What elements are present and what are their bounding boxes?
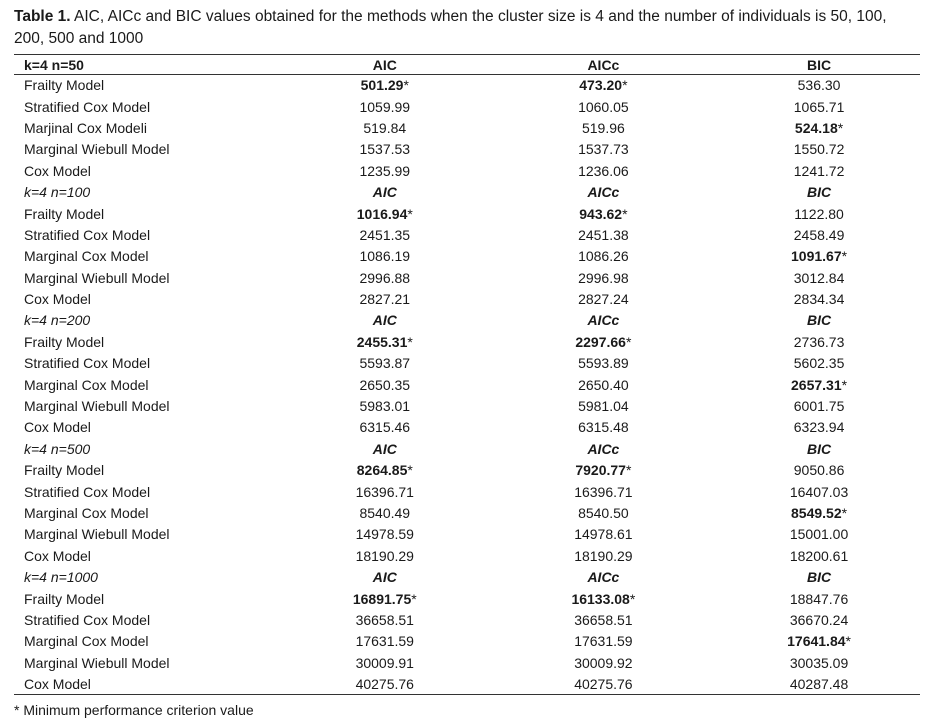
value-cell: [718, 631, 920, 652]
value-cell: [281, 652, 489, 673]
value-text: 3012.84: [793, 269, 845, 286]
table-row: [14, 374, 920, 395]
model-name-cell: Cox Model: [24, 547, 91, 564]
value-cell: [718, 588, 920, 609]
value-text: 1091.67: [791, 248, 842, 265]
header-cell-aic: AIC: [281, 55, 489, 75]
value-text: 1016.94: [356, 205, 408, 222]
table-row: [14, 460, 920, 481]
group-column-label: BIC: [806, 569, 832, 586]
value-text: 17641.84: [787, 633, 846, 650]
value-cell: [281, 545, 489, 566]
model-name-cell: Cox Model: [14, 673, 281, 694]
value-text: 17631.59: [574, 633, 633, 650]
value-cell: [489, 673, 718, 694]
model-name-cell: Frailty Model: [24, 333, 105, 350]
value-text: 16133.08: [571, 590, 630, 607]
model-name-cell: Marginal Cox Model: [24, 633, 149, 650]
value-cell: [718, 224, 920, 245]
value-cell: [489, 160, 718, 181]
value-text: 6315.46: [359, 419, 411, 436]
group-header-row: [14, 181, 920, 202]
table-caption-label: Table 1.: [14, 8, 71, 25]
value-text: 18190.29: [355, 547, 414, 564]
model-name-cell: Frailty Model: [24, 462, 105, 479]
table-row: [14, 524, 920, 545]
group-label: k=4 n=1000: [24, 569, 98, 586]
min-criterion-asterisk: *: [625, 333, 632, 350]
value-text: 15001.00: [789, 526, 849, 543]
table-body: [14, 75, 920, 695]
value-cell: [489, 395, 718, 416]
min-criterion-asterisk: *: [622, 77, 628, 94]
table-row: [14, 673, 920, 694]
model-name-cell: Marginal Cox Model: [24, 505, 149, 521]
value-cell: [489, 267, 718, 288]
value-cell: [281, 481, 489, 502]
table-row: [14, 481, 920, 502]
value-cell: [718, 139, 920, 160]
value-text: 5983.01: [359, 398, 411, 415]
group-column-label: AICc: [587, 312, 620, 329]
min-criterion-asterisk: *: [403, 77, 409, 94]
value-cell: [281, 246, 489, 267]
value-text: 2458.49: [793, 226, 845, 243]
min-criterion-asterisk: *: [837, 119, 844, 136]
results-table: [14, 54, 920, 695]
table-caption-text: AIC, AICc and BIC values obtained for the methods when the cluster size is 4 and the number of individuals is 50, 100, 200, 500 and 1000: [14, 8, 887, 47]
value-cell: [489, 203, 718, 224]
value-text: 1235.99: [359, 162, 411, 179]
table-row: [14, 417, 920, 438]
value-cell: [718, 353, 920, 374]
value-text: 2827.24: [578, 291, 629, 308]
min-criterion-asterisk: *: [407, 333, 413, 350]
min-criterion-asterisk: *: [411, 590, 417, 607]
table-header-row: [14, 55, 920, 75]
value-cell: [718, 160, 920, 181]
value-text: 2451.35: [359, 226, 411, 243]
value-cell: [489, 353, 718, 374]
model-name-cell: Marginal Wiebull Model: [24, 398, 170, 415]
model-name-cell: Marjinal Cox Modeli: [24, 119, 147, 136]
value-cell: [489, 75, 718, 96]
footnote: * Minimum performance criterion value: [14, 702, 254, 718]
value-cell: [281, 460, 489, 481]
value-text: 30009.92: [574, 654, 633, 671]
value-text: 40287.48: [789, 675, 849, 692]
header-cell-setting: k=4 n=50: [14, 55, 281, 75]
min-criterion-asterisk: *: [841, 376, 848, 393]
model-name-cell: Stratified Cox Model: [24, 355, 151, 372]
model-name-cell: Marginal Cox Model: [24, 376, 149, 393]
table-row: [14, 117, 920, 138]
value-text: 2297.66: [575, 333, 626, 350]
group-label: k=4 n=500: [24, 440, 91, 457]
table-row: [14, 246, 920, 267]
value-cell: [718, 246, 920, 267]
value-cell: [489, 224, 718, 245]
table-row: [14, 267, 920, 288]
value-cell: [281, 524, 489, 545]
value-cell: [718, 673, 920, 694]
model-name-cell: Cox Model: [24, 162, 91, 179]
value-cell: [281, 203, 489, 224]
value-cell: [718, 460, 920, 481]
value-cell: [281, 588, 489, 609]
value-cell: [489, 609, 718, 630]
value-cell: [489, 652, 718, 673]
group-label: k=4 n=100: [24, 184, 91, 201]
header-cell-bic: BIC: [718, 55, 920, 75]
value-cell: [718, 481, 920, 502]
value-cell: [281, 353, 489, 374]
value-cell: [718, 288, 920, 309]
model-name-cell: Stratified Cox Model: [24, 611, 151, 628]
group-header-row: [14, 310, 920, 331]
value-text: 1241.72: [793, 162, 845, 179]
model-name-cell: Marginal Wiebull Model: [24, 269, 170, 286]
value-text: 1537.53: [359, 141, 411, 158]
group-column-label: AIC: [372, 440, 397, 457]
value-cell: [489, 588, 718, 609]
table-row: [14, 588, 920, 609]
table-row: [14, 160, 920, 181]
value-text: 501.29: [360, 77, 404, 94]
value-text: 1550.72: [793, 141, 845, 158]
min-criterion-asterisk: *: [845, 633, 851, 650]
group-column-label: BIC: [806, 184, 832, 201]
value-cell: [718, 117, 920, 138]
value-cell: [489, 631, 718, 652]
min-criterion-asterisk: *: [841, 248, 848, 265]
min-criterion-asterisk: *: [841, 505, 848, 521]
value-cell: [718, 374, 920, 395]
value-text: 1086.19: [359, 248, 411, 265]
value-cell: [718, 395, 920, 416]
group-column-label: BIC: [806, 312, 832, 329]
group-column-label: AICc: [587, 440, 620, 457]
value-text: 2996.88: [359, 269, 411, 286]
value-cell: [718, 545, 920, 566]
value-text: 2657.31: [791, 376, 842, 393]
table-row: [14, 288, 920, 309]
model-name-cell: Cox Model: [24, 291, 91, 308]
min-criterion-asterisk: *: [625, 462, 632, 479]
table-row: [14, 224, 920, 245]
value-text: 943.62: [579, 205, 623, 222]
group-column-label: AICc: [587, 569, 620, 586]
value-cell: [718, 609, 920, 630]
value-text: 1059.99: [359, 98, 411, 115]
value-cell: [489, 117, 718, 138]
table-row: [14, 652, 920, 673]
value-cell: [281, 374, 489, 395]
model-name-cell: Frailty Model: [24, 77, 105, 94]
value-text: 18847.76: [789, 590, 849, 607]
header-cell-aicc: AICc: [489, 55, 718, 75]
value-text: 2834.34: [793, 291, 845, 308]
group-header-row: [14, 566, 920, 587]
table-row: [14, 395, 920, 416]
value-cell: [281, 267, 489, 288]
value-text: 536.30: [797, 77, 841, 94]
value-text: 6001.75: [793, 398, 845, 415]
value-cell: [281, 631, 489, 652]
value-cell: [489, 524, 718, 545]
value-text: 14978.61: [574, 526, 633, 543]
value-cell: [281, 96, 489, 117]
value-cell: [281, 117, 489, 138]
group-column-label: AICc: [587, 184, 620, 201]
value-text: 1122.80: [794, 205, 844, 222]
value-text: 2827.21: [359, 291, 411, 308]
min-criterion-asterisk: *: [629, 590, 636, 607]
table-row: [14, 631, 920, 652]
value-cell: [489, 374, 718, 395]
value-text: 2650.40: [578, 376, 629, 393]
value-text: 8549.52: [791, 505, 842, 521]
value-text: 5593.89: [578, 355, 629, 372]
model-name-cell: Frailty Model: [24, 205, 105, 222]
group-column-label: AIC: [372, 184, 397, 201]
value-text: 1060.05: [578, 98, 629, 115]
value-text: 5981.04: [578, 398, 629, 415]
group-label: k=4 n=200: [24, 312, 91, 329]
value-text: 7920.77: [575, 462, 626, 479]
value-text: 524.18: [794, 119, 838, 136]
value-cell: [489, 246, 718, 267]
table-row: [14, 353, 920, 374]
value-text: 519.84: [363, 119, 407, 136]
value-text: 1065.71: [793, 98, 845, 115]
value-text: 18200.61: [789, 547, 849, 564]
value-text: 2996.98: [578, 269, 629, 286]
value-cell: [718, 502, 920, 523]
value-cell: [281, 288, 489, 309]
table-row: [14, 96, 920, 117]
table-row: [14, 502, 920, 523]
table-row: [14, 545, 920, 566]
model-name-cell: Marginal Wiebull Model: [24, 526, 170, 543]
value-text: 1236.06: [578, 162, 629, 179]
group-column-label: BIC: [806, 440, 832, 457]
min-criterion-asterisk: *: [407, 462, 413, 479]
value-text: 2451.38: [578, 226, 629, 243]
value-text: 2455.31: [356, 333, 408, 350]
value-cell: [718, 75, 920, 96]
value-text: 36670.24: [789, 611, 849, 628]
model-name-cell: Stratified Cox Model: [24, 98, 151, 115]
value-cell: [489, 502, 718, 523]
group-column-label: AIC: [372, 312, 397, 329]
value-text: 6323.94: [793, 419, 845, 436]
value-text: 5593.87: [359, 355, 411, 372]
value-cell: [281, 331, 489, 352]
table-row: [14, 203, 920, 224]
value-cell: [718, 96, 920, 117]
value-cell: [281, 502, 489, 523]
value-cell: [489, 139, 718, 160]
value-cell: [281, 160, 489, 181]
value-text: 16407.03: [789, 483, 849, 500]
value-text: 8540.49: [359, 505, 411, 521]
value-text: 30035.09: [789, 654, 849, 671]
value-cell: [718, 203, 920, 224]
value-cell: [489, 460, 718, 481]
value-cell: [281, 224, 489, 245]
value-cell: [281, 673, 489, 694]
value-cell: [718, 652, 920, 673]
value-text: 40275.76: [574, 675, 633, 692]
model-name-cell: Stratified Cox Model: [24, 226, 151, 243]
value-cell: [489, 288, 718, 309]
value-cell: [489, 545, 718, 566]
value-cell: [281, 417, 489, 438]
min-criterion-asterisk: *: [407, 205, 413, 222]
model-name-cell: Cox Model: [24, 419, 91, 436]
value-text: 14978.59: [355, 526, 414, 543]
value-cell: [718, 417, 920, 438]
model-name-cell: Marginal Wiebull Model: [24, 141, 170, 158]
value-cell: [281, 609, 489, 630]
model-name-cell: Frailty Model: [24, 590, 105, 607]
value-text: 5602.35: [793, 355, 845, 372]
table-row: [14, 331, 920, 352]
value-cell: [489, 331, 718, 352]
table-row: [14, 75, 920, 96]
value-text: 1537.73: [578, 141, 629, 158]
model-name-cell: Stratified Cox Model: [24, 483, 151, 500]
value-cell: [718, 331, 920, 352]
value-text: 6315.48: [578, 419, 629, 436]
value-cell: [718, 524, 920, 545]
table-caption: [14, 6, 920, 50]
value-text: 519.96: [581, 119, 625, 136]
table-row: [14, 609, 920, 630]
model-name-cell: Marginal Wiebull Model: [24, 654, 170, 671]
value-text: 36658.51: [355, 611, 414, 628]
value-cell: [489, 96, 718, 117]
value-text: 16396.71: [574, 483, 633, 500]
value-cell: [281, 395, 489, 416]
value-cell: [281, 75, 489, 96]
value-cell: [281, 139, 489, 160]
model-name-cell: Marginal Cox Model: [24, 248, 149, 265]
value-text: 40275.76: [355, 675, 414, 692]
value-cell: [489, 481, 718, 502]
value-text: 2650.35: [359, 376, 411, 393]
value-text: 473.20: [579, 77, 623, 94]
value-text: 17631.59: [355, 633, 414, 650]
group-column-label: AIC: [372, 569, 397, 586]
value-text: 18190.29: [574, 547, 633, 564]
value-text: 36658.51: [574, 611, 633, 628]
value-text: 9050.86: [793, 462, 845, 479]
value-text: 16396.71: [355, 483, 414, 500]
value-text: 16891.75: [352, 590, 412, 607]
table-row: [14, 139, 920, 160]
value-text: 30009.91: [355, 654, 414, 671]
value-text: 1086.26: [578, 248, 629, 265]
value-cell: [489, 417, 718, 438]
value-text: 8264.85: [356, 462, 408, 479]
value-text: 8540.50: [578, 505, 629, 521]
value-cell: [718, 267, 920, 288]
min-criterion-asterisk: *: [622, 205, 628, 222]
value-text: 2736.73: [793, 333, 845, 350]
group-header-row: [14, 438, 920, 459]
